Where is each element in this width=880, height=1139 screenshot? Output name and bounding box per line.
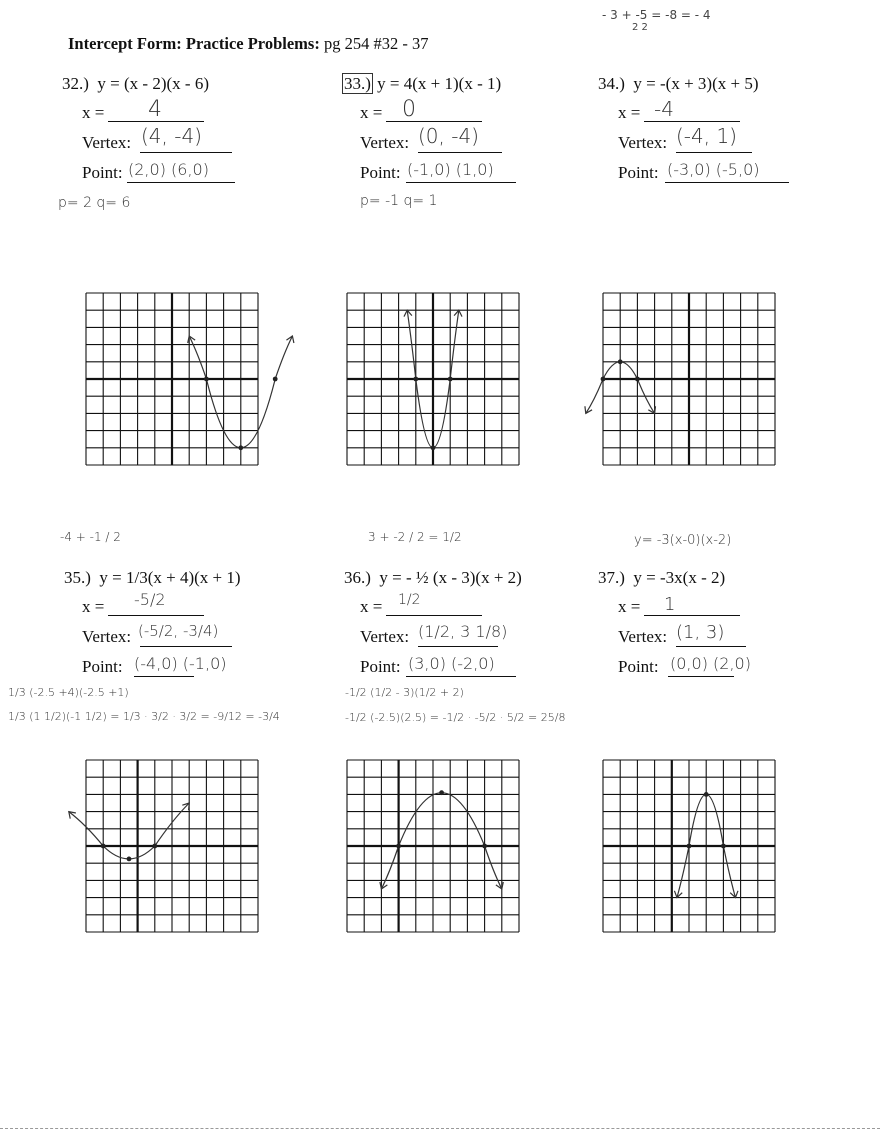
intercept-point [601,377,606,382]
graph-32 [86,293,258,465]
work-note-2: 1/3 (1 1/2)(-1 1/2) = 1/3 · 3/2 · 3/2 = -9/12 = -3/4 [8,710,280,723]
page-title [68,34,428,54]
point-answer: (0,0) (2,0) [670,654,751,673]
problem-equation: y = - ½ (x - 3)(x + 2) [379,568,522,587]
vertex-point [618,359,623,364]
work-note: p= 2 q= 6 [58,195,131,211]
point-label: Point: [360,657,401,676]
x-label: x = [618,103,641,122]
title-bold: Intercept Form: Practice Problems: [68,34,320,53]
vertex-point [704,792,709,797]
work-note-1: 1/3 (-2.5 +4)(-2.5 +1) [8,686,129,699]
intercept-point [273,377,278,382]
vertex-point [431,445,436,450]
work-note-1: -1/2 (1/2 - 3)(1/2 + 2) [345,686,464,699]
intercept-point [152,844,157,849]
work-note: p= -1 q= 1 [360,193,438,209]
point-answer: (3,0) (-2,0) [408,654,495,673]
x-label: x = [360,597,383,616]
intercept-point [448,377,453,382]
x-answer: 1 [664,594,676,615]
x-answer: 0 [402,97,416,122]
graph-36 [347,760,519,932]
x-label: x = [82,597,105,616]
vertex-point [238,445,243,450]
x-label: x = [82,103,105,122]
vertex-answer: (-5/2, -3/4) [138,622,219,640]
point-label: Point: [82,163,123,182]
pre-note: 3 + -2 / 2 = 1/2 [368,530,462,544]
problem-number: 36.) [344,568,371,587]
vertex-answer: (1, 3) [676,622,725,643]
vertex-answer: (1/2, 3 1/8) [418,622,508,641]
graph-33 [347,293,519,465]
x-answer: -4 [654,97,674,121]
problem-number: 34.) [598,74,625,93]
vertex-label: Vertex: [82,133,132,152]
x-label: x = [360,103,383,122]
point-answer: (-1,0) (1,0) [407,160,494,179]
top-scribble-den: 2 2 [632,22,648,33]
vertex-label: Vertex: [82,627,132,646]
intercept-point [204,377,209,382]
point-answer: (-3,0) (-5,0) [667,160,760,179]
x-answer: -5/2 [134,590,166,609]
pre-note: y= -3(x-0)(x-2) [634,533,732,548]
point-label: Point: [82,657,123,676]
vertex-label: Vertex: [618,627,668,646]
intercept-point [635,377,640,382]
point-label: Point: [360,163,401,182]
intercept-point [396,844,401,849]
vertex-label: Vertex: [618,133,668,152]
scan-edge [0,1128,880,1129]
vertex-answer: (0, -4) [418,124,479,148]
problem-equation: y = 4(x + 1)(x - 1) [377,74,502,93]
x-label: x = [618,597,641,616]
intercept-point [101,844,106,849]
point-answer: (-4,0) (-1,0) [134,654,227,673]
problem-number: 33.) [344,74,371,93]
problem-equation: y = 1/3(x + 4)(x + 1) [99,568,241,587]
problem-number: 35.) [64,568,91,587]
x-answer: 1/2 [398,592,421,608]
point-answer: (2,0) (6,0) [128,160,209,179]
problem-equation: y = -3x(x - 2) [633,568,726,587]
problem-number: 37.) [598,568,625,587]
intercept-point [413,377,418,382]
vertex-answer: (4, -4) [141,124,202,148]
top-scribble: - 3 + -5 = -8 = - 4 [602,8,711,22]
problem-number: 32.) [62,74,89,93]
graph-37 [603,760,775,932]
pre-note: -4 + -1 / 2 [60,530,121,544]
intercept-point [482,844,487,849]
point-label: Point: [618,163,659,182]
problem-equation: y = -(x + 3)(x + 5) [633,74,759,93]
graph-35 [86,760,258,932]
vertex-label: Vertex: [360,627,410,646]
title-rest: pg 254 #32 - 37 [319,34,429,53]
work-note-2: -1/2 (-2.5)(2.5) = -1/2 · -5/2 · 5/2 = 25/8 [345,711,566,724]
problem-equation: y = (x - 2)(x - 6) [97,74,209,93]
x-answer: 4 [148,97,162,122]
intercept-point [721,844,726,849]
vertex-point [127,857,132,862]
vertex-point [439,790,444,795]
vertex-label: Vertex: [360,133,410,152]
vertex-answer: (-4, 1) [676,124,737,148]
intercept-point [687,844,692,849]
point-label: Point: [618,657,659,676]
graph-34 [603,293,775,465]
